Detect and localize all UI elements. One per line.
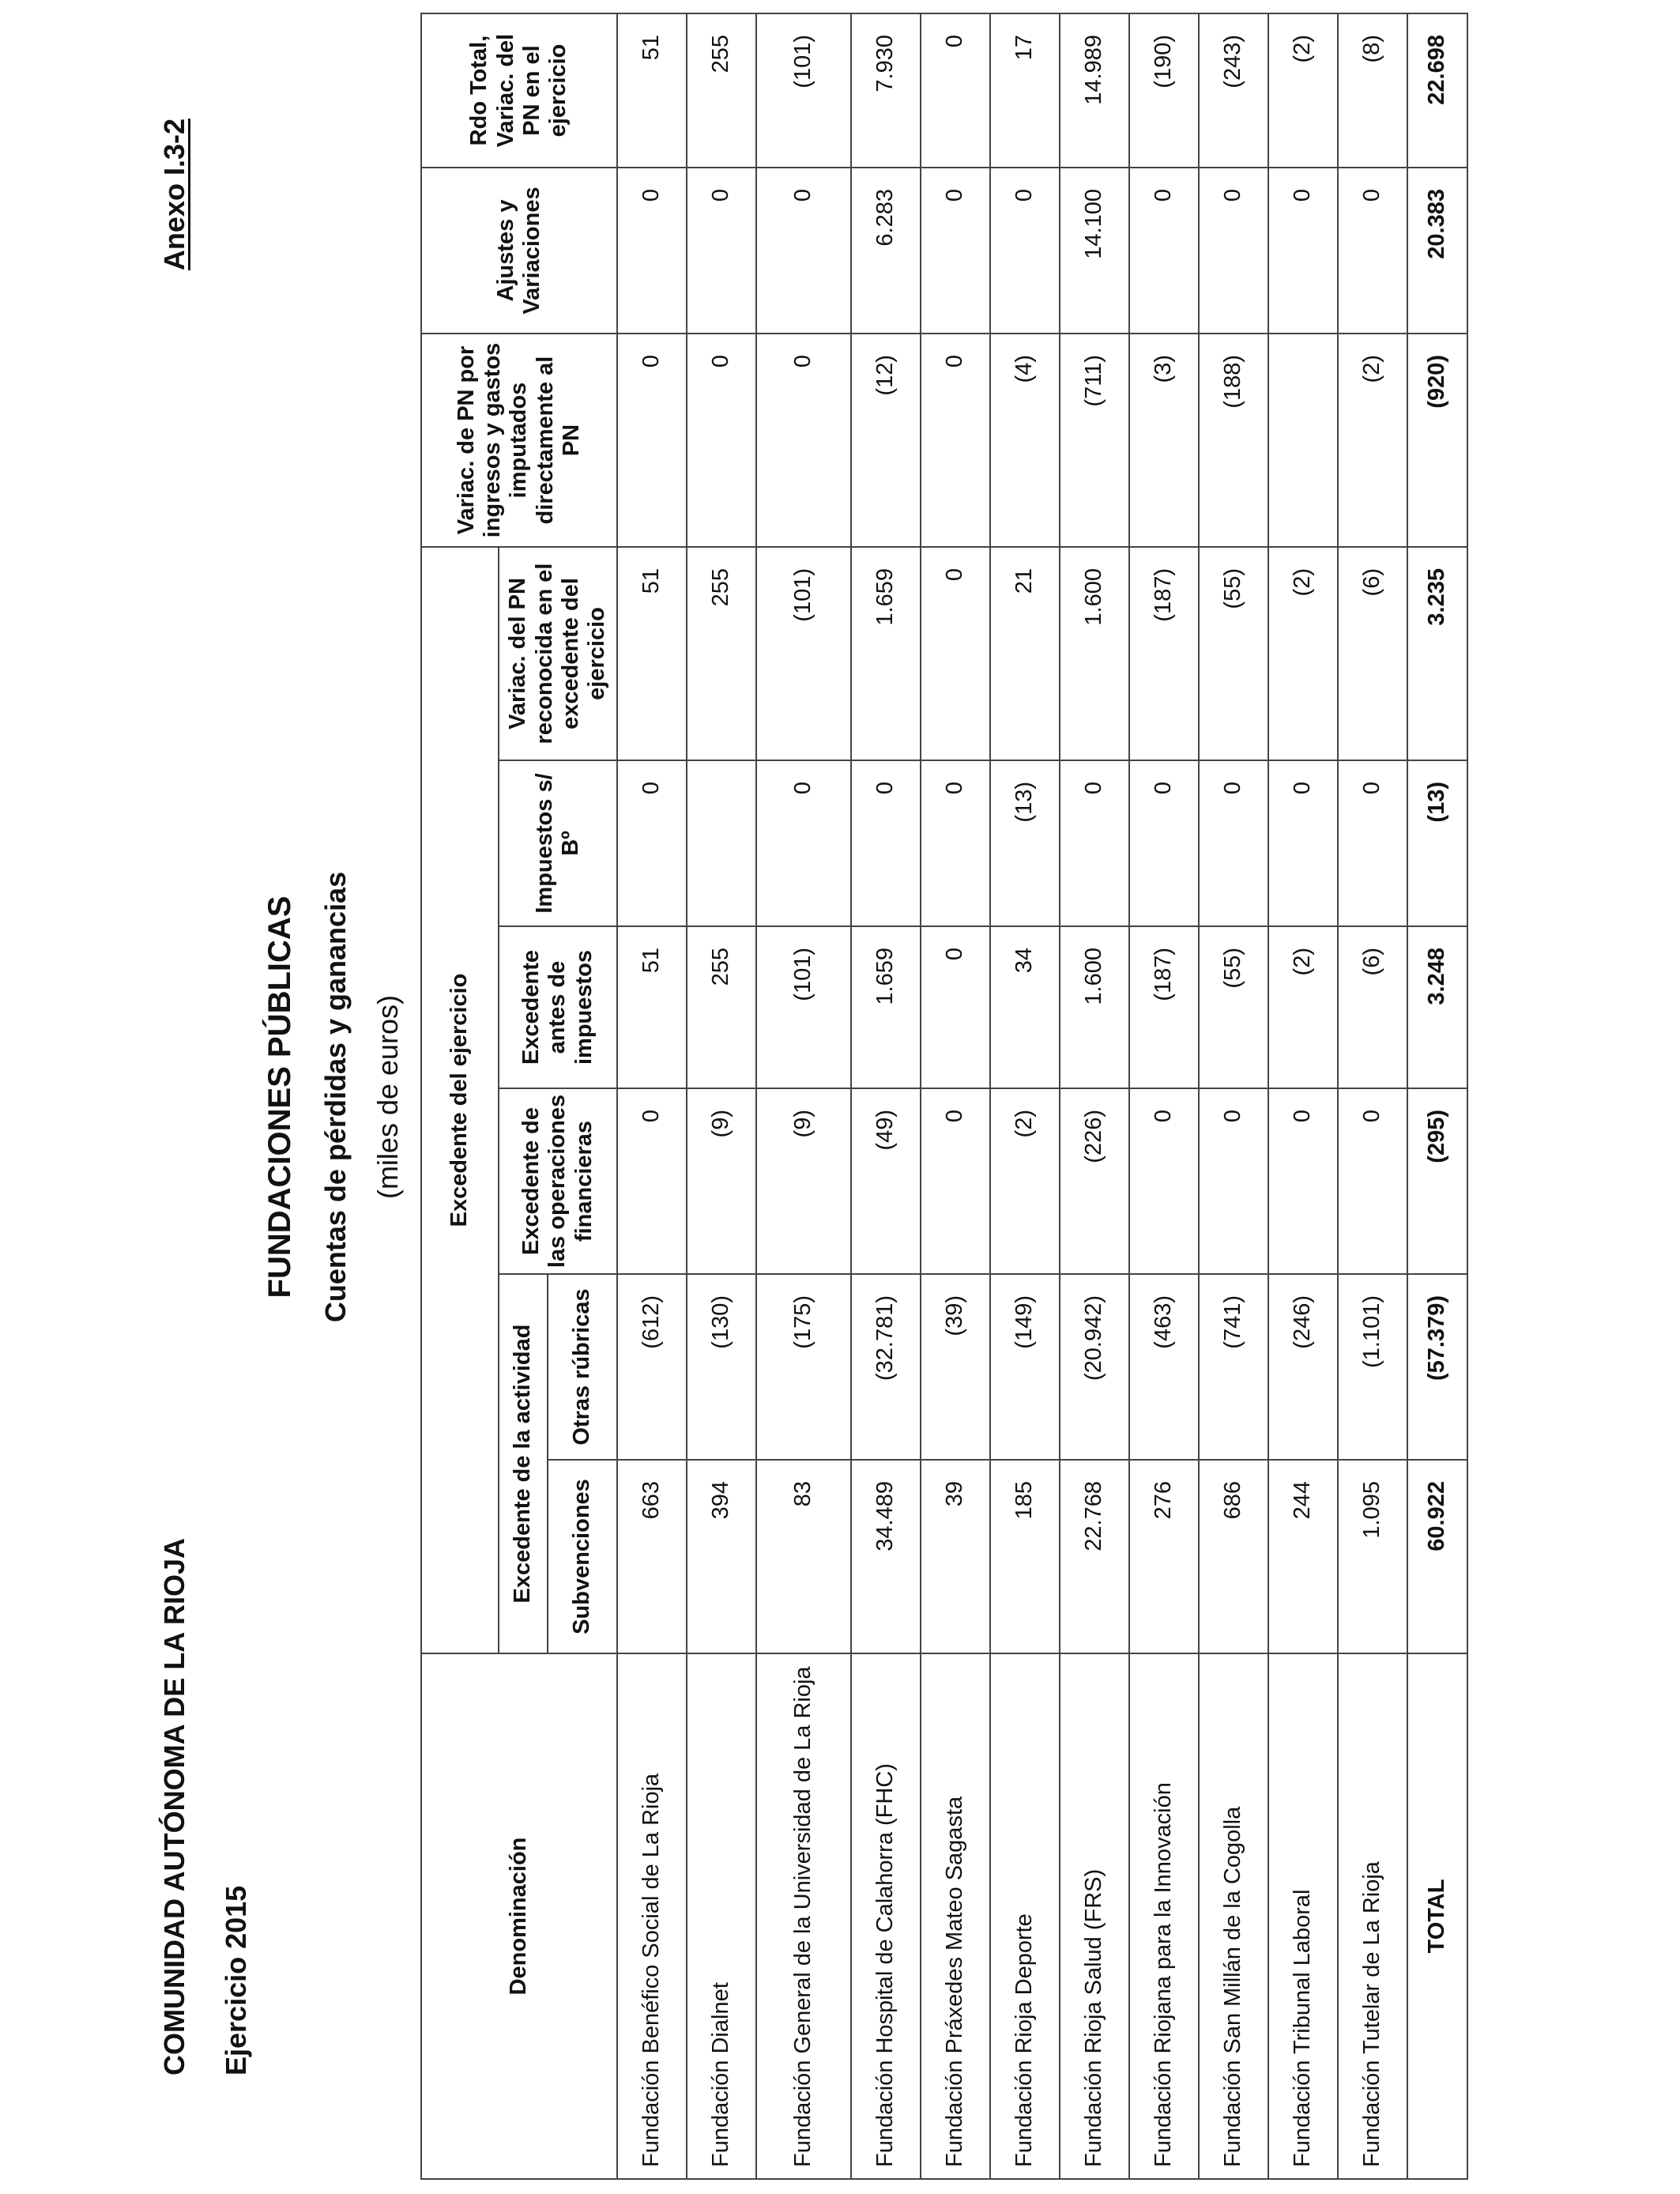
table-row [1129,13,1199,2179]
cell-variac-excedente: 1.659 [851,547,921,760]
cell-subvenciones: 60.922 [1407,1460,1467,1653]
cell-name: Fundación Práxedes Mateo Sagasta [921,1653,990,2179]
cell-variac-directo: 0 [617,334,687,547]
table-body [617,13,1467,2179]
table-row [687,13,756,2179]
header-ajustes-variaciones: Ajustes y Variaciones [421,168,617,334]
cell-antes-impuestos: 3.248 [1407,926,1467,1088]
cell-subvenciones: 663 [617,1460,687,1653]
cell-antes-impuestos: 1.659 [851,926,921,1088]
cell-rdo-total: 7.930 [851,13,921,168]
cell-impuestos: 0 [1199,760,1268,926]
cell-otras: (741) [1199,1274,1268,1460]
cell-variac-directo: (188) [1199,334,1268,547]
cell-rdo-total: (2) [1268,13,1338,168]
cell-otras: (463) [1129,1274,1199,1460]
cell-impuestos: 0 [1129,760,1199,926]
cell-antes-impuestos: (101) [756,926,851,1088]
cell-name: Fundación Dialnet [687,1653,756,2179]
cell-antes-impuestos: (187) [1129,926,1199,1088]
cell-financieras: 0 [1338,1088,1407,1274]
cell-otras: (246) [1268,1274,1338,1460]
cell-name: Fundación Rioja Salud (FRS) [1060,1653,1129,2179]
cell-otras: (149) [990,1274,1060,1460]
cell-ajustes: 0 [1268,168,1338,334]
cell-financieras: (2) [990,1088,1060,1274]
cell-financieras: (9) [687,1088,756,1274]
cell-name: Fundación San Millán de la Cogolla [1199,1653,1268,2179]
cell-financieras: 0 [1129,1088,1199,1274]
cell-antes-impuestos: 51 [617,926,687,1088]
table-row [990,13,1060,2179]
cell-ajustes: 14.100 [1060,168,1129,334]
cell-subvenciones: 83 [756,1460,851,1653]
cell-subvenciones: 39 [921,1460,990,1653]
cell-ajustes: 0 [1129,168,1199,334]
cell-variac-directo: (4) [990,334,1060,547]
cell-variac-directo: (920) [1407,334,1467,547]
cell-antes-impuestos: (2) [1268,926,1338,1088]
cell-name: Fundación Tutelar de La Rioja [1338,1653,1407,2179]
cell-subvenciones: 1.095 [1338,1460,1407,1653]
cell-otras: (1.101) [1338,1274,1407,1460]
header-subvenciones: Subvenciones [548,1460,617,1653]
table-row [1199,13,1268,2179]
cell-name: Fundación Rioja Deporte [990,1653,1060,2179]
cell-variac-excedente: (6) [1338,547,1407,760]
cell-name: Fundación Riojana para la Innovación [1129,1653,1199,2179]
cell-name: Fundación Benéfico Social de La Rioja [617,1653,687,2179]
cell-name: TOTAL [1407,1653,1467,2179]
cell-variac-excedente: 3.235 [1407,547,1467,760]
cell-impuestos: 0 [921,760,990,926]
cell-otras: (57.379) [1407,1274,1467,1460]
foundations-table [420,13,1468,2180]
table-row [1060,13,1129,2179]
cell-variac-directo: 0 [921,334,990,547]
cell-financieras: 0 [617,1088,687,1274]
cell-financieras: (49) [851,1088,921,1274]
header-denominacion: Denominación [421,1653,617,2179]
cell-financieras: 0 [1268,1088,1338,1274]
cell-variac-directo: (12) [851,334,921,547]
cell-otras: (130) [687,1274,756,1460]
header-impuestos: Impuestos s/ Bº [499,760,617,926]
cell-impuestos: 0 [617,760,687,926]
cell-ajustes: 6.283 [851,168,921,334]
cell-subvenciones: 22.768 [1060,1460,1129,1653]
cell-financieras: 0 [1199,1088,1268,1274]
cell-antes-impuestos: 1.600 [1060,926,1129,1088]
cell-financieras: (295) [1407,1088,1467,1274]
cell-variac-directo: (2) [1338,334,1407,547]
cell-rdo-total: 17 [990,13,1060,168]
table-row [921,13,990,2179]
cell-name: Fundación General de la Universidad de La Rioja [756,1653,851,2179]
table-row [617,13,687,2179]
report-units: (miles de euros) [371,994,404,1200]
cell-variac-directo [1268,334,1338,547]
cell-rdo-total: 14.989 [1060,13,1129,168]
cell-variac-excedente: 0 [921,547,990,760]
cell-impuestos: 0 [1268,760,1338,926]
cell-variac-excedente: (187) [1129,547,1199,760]
cell-impuestos: 0 [756,760,851,926]
header-variac-excedente: Variac. del PN reconocida en el excedente del ejercicio [499,547,617,760]
cell-rdo-total: 51 [617,13,687,168]
cell-variac-excedente: 255 [687,547,756,760]
cell-ajustes: 0 [1338,168,1407,334]
cell-name: Fundación Hospital de Calahorra (FHC) [851,1653,921,2179]
table-row [851,13,921,2179]
cell-variac-excedente: 51 [617,547,687,760]
cell-antes-impuestos: (6) [1338,926,1407,1088]
report-title: FUNDACIONES PÚBLICAS [262,895,297,1299]
cell-impuestos: 0 [1060,760,1129,926]
table-row [1268,13,1338,2179]
cell-antes-impuestos: (55) [1199,926,1268,1088]
cell-impuestos: 0 [1338,760,1407,926]
cell-ajustes: 0 [687,168,756,334]
cell-ajustes: 20.383 [1407,168,1467,334]
header-excedente-actividad: Excedente de la actividad [499,1274,548,1653]
cell-impuestos: 0 [851,760,921,926]
cell-subvenciones: 276 [1129,1460,1199,1653]
table-row [1338,13,1407,2179]
cell-rdo-total: (8) [1338,13,1407,168]
cell-rdo-total: 22.698 [1407,13,1467,168]
cell-financieras: 0 [921,1088,990,1274]
cell-variac-excedente: 1.600 [1060,547,1129,760]
cell-otras: (20.942) [1060,1274,1129,1460]
cell-otras: (39) [921,1274,990,1460]
cell-variac-directo: (3) [1129,334,1199,547]
cell-impuestos: (13) [990,760,1060,926]
header-operaciones-financieras: Excedente de las operaciones financieras [499,1088,617,1274]
cell-ajustes: 0 [1199,168,1268,334]
cell-variac-directo: 0 [687,334,756,547]
organization-name: COMUNIDAD AUTÓNOMA DE LA RIOJA [158,1538,190,2075]
cell-subvenciones: 185 [990,1460,1060,1653]
header-otras-rubricas: Otras rúbricas [548,1274,617,1460]
cell-variac-directo: 0 [756,334,851,547]
cell-financieras: (226) [1060,1088,1129,1274]
total-row [1407,13,1467,2179]
cell-variac-excedente: (101) [756,547,851,760]
cell-name: Fundación Tribunal Laboral [1268,1653,1338,2179]
cell-antes-impuestos: 255 [687,926,756,1088]
cell-rdo-total: (243) [1199,13,1268,168]
cell-rdo-total: 0 [921,13,990,168]
cell-rdo-total: (101) [756,13,851,168]
cell-otras: (612) [617,1274,687,1460]
header-antes-impuestos: Excedente antes de impuestos [499,926,617,1088]
cell-financieras: (9) [756,1088,851,1274]
cell-impuestos [687,760,756,926]
cell-rdo-total: 255 [687,13,756,168]
cell-antes-impuestos: 0 [921,926,990,1088]
cell-ajustes: 0 [756,168,851,334]
cell-ajustes: 0 [921,168,990,334]
cell-ajustes: 0 [617,168,687,334]
cell-otras: (175) [756,1274,851,1460]
cell-rdo-total: (190) [1129,13,1199,168]
header-variac-ingresos-gastos: Variac. de PN por ingresos y gastos imputados directamente al PN [421,334,617,547]
cell-subvenciones: 244 [1268,1460,1338,1653]
report-subtitle: Cuentas de pérdidas y ganancias [319,871,352,1323]
cell-subvenciones: 686 [1199,1460,1268,1653]
cell-variac-excedente: 21 [990,547,1060,760]
table-row [756,13,851,2179]
exercise-year: Ejercicio 2015 [220,1885,252,2075]
cell-antes-impuestos: 34 [990,926,1060,1088]
cell-subvenciones: 394 [687,1460,756,1653]
cell-variac-directo: (711) [1060,334,1129,547]
annex-label: Anexo I.3-2 [158,119,190,271]
cell-impuestos: (13) [1407,760,1467,926]
cell-otras: (32.781) [851,1274,921,1460]
header-excedente-ejercicio: Excedente del ejercicio [421,547,499,1653]
cell-subvenciones: 34.489 [851,1460,921,1653]
cell-variac-excedente: (55) [1199,547,1268,760]
cell-variac-excedente: (2) [1268,547,1338,760]
header-rdo-total: Rdo Total, Variac. del PN en el ejercicio [421,13,617,168]
cell-ajustes: 0 [990,168,1060,334]
